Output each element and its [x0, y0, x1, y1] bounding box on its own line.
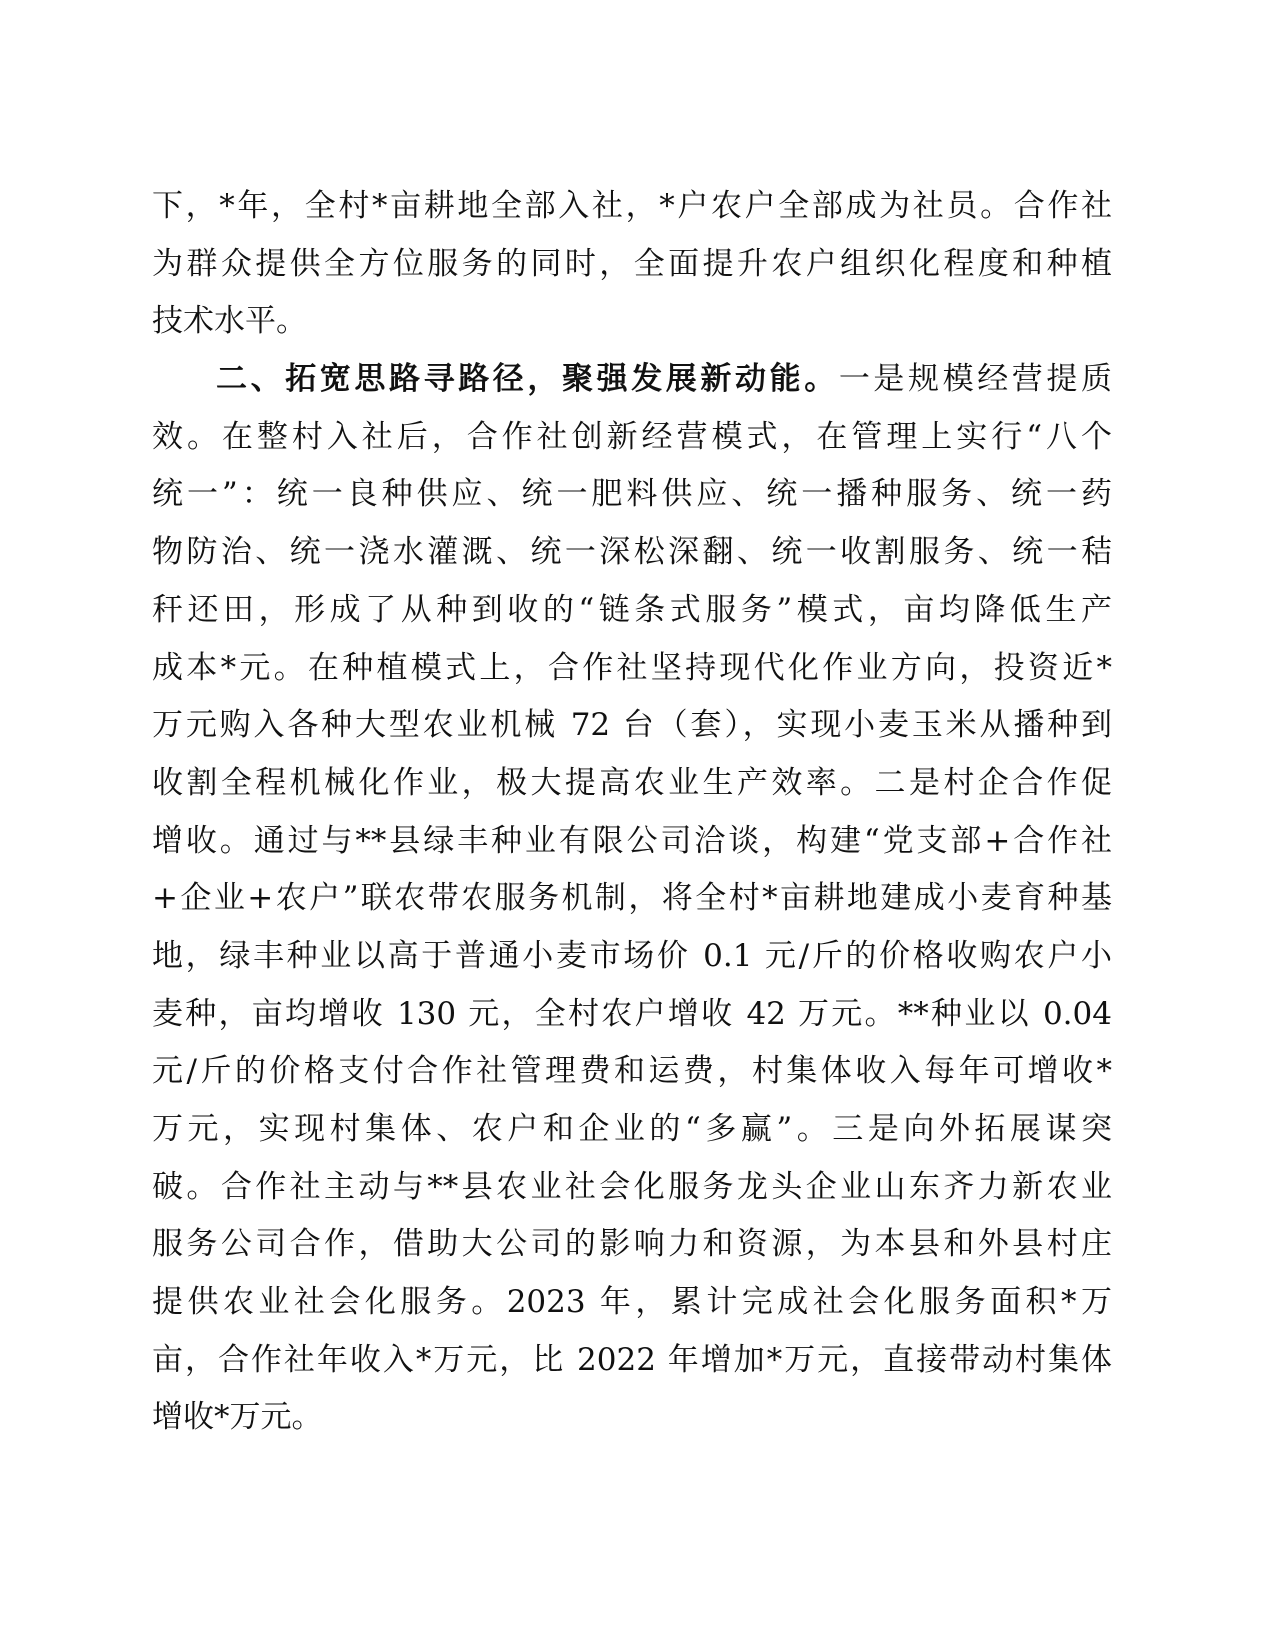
- paragraph-line: 万元购入各种大型农业机械 72 台（套），实现小麦玉米从播种到: [152, 707, 1112, 744]
- section-heading: 二、拓宽思路寻路径，聚强发展新动能。: [216, 361, 839, 398]
- paragraph-line: 统一”：统一良种供应、统一肥料供应、统一播种服务、统一药: [152, 476, 1112, 513]
- paragraph-line: 效。在整村入社后，合作社创新经营模式，在管理上实行“八个: [152, 418, 1112, 455]
- paragraph-heading-line: [152, 351, 1112, 409]
- paragraph-line: 技术水平。: [152, 303, 307, 340]
- paragraph-line: 收割全程机械化作业，极大提高农业生产效率。二是村企合作促: [152, 764, 1112, 801]
- paragraph-line: 为群众提供全方位服务的同时，全面提升农户组织化程度和种植: [152, 245, 1112, 282]
- paragraph-line: 成本*元。在种植模式上，合作社坚持现代化作业方向，投资近*: [152, 649, 1112, 686]
- paragraph-line: 地，绿丰种业以高于普通小麦市场价 0.1 元/斤的价格收购农户小: [152, 937, 1112, 974]
- paragraph-line: 服务公司合作，借助大公司的影响力和资源，为本县和外县村庄: [152, 1226, 1112, 1263]
- document-body: [152, 178, 1112, 1447]
- paragraph-line: 元/斤的价格支付合作社管理费和运费，村集体收入每年可增收*: [152, 1053, 1112, 1090]
- paragraph-line: 提供农业社会化服务。2023 年，累计完成社会化服务面积*万: [152, 1284, 1112, 1321]
- paragraph-line: 增收。通过与**县绿丰种业有限公司洽谈，构建“党支部+合作社: [152, 822, 1112, 859]
- paragraph-line: 破。合作社主动与**县农业社会化服务龙头企业山东齐力新农业: [152, 1168, 1112, 1205]
- paragraph-line: 增收*万元。: [152, 1399, 323, 1436]
- paragraph-line: 亩，合作社年收入*万元，比 2022 年增加*万元，直接带动村集体: [152, 1341, 1112, 1378]
- paragraph-line: 物防治、统一浇水灌溉、统一深松深翻、统一收割服务、统一秸: [152, 534, 1112, 571]
- paragraph-1: [152, 178, 1112, 351]
- paragraph-2: [152, 351, 1112, 1447]
- paragraph-line: 麦种，亩均增收 130 元，全村农户增收 42 万元。**种业以 0.04: [152, 995, 1112, 1032]
- paragraph-line: 秆还田，形成了从种到收的“链条式服务”模式，亩均降低生产: [152, 591, 1112, 628]
- paragraph-line: 下，*年，全村*亩耕地全部入社，*户农户全部成为社员。合作社: [152, 188, 1112, 224]
- heading-line-text: 一是规模经营提质: [838, 361, 1112, 398]
- paragraph-line: 万元，实现村集体、农户和企业的“多赢”。三是向外拓展谋突: [152, 1111, 1112, 1147]
- paragraph-line: +企业+农户”联农带农服务机制，将全村*亩耕地建成小麦育种基: [152, 880, 1112, 917]
